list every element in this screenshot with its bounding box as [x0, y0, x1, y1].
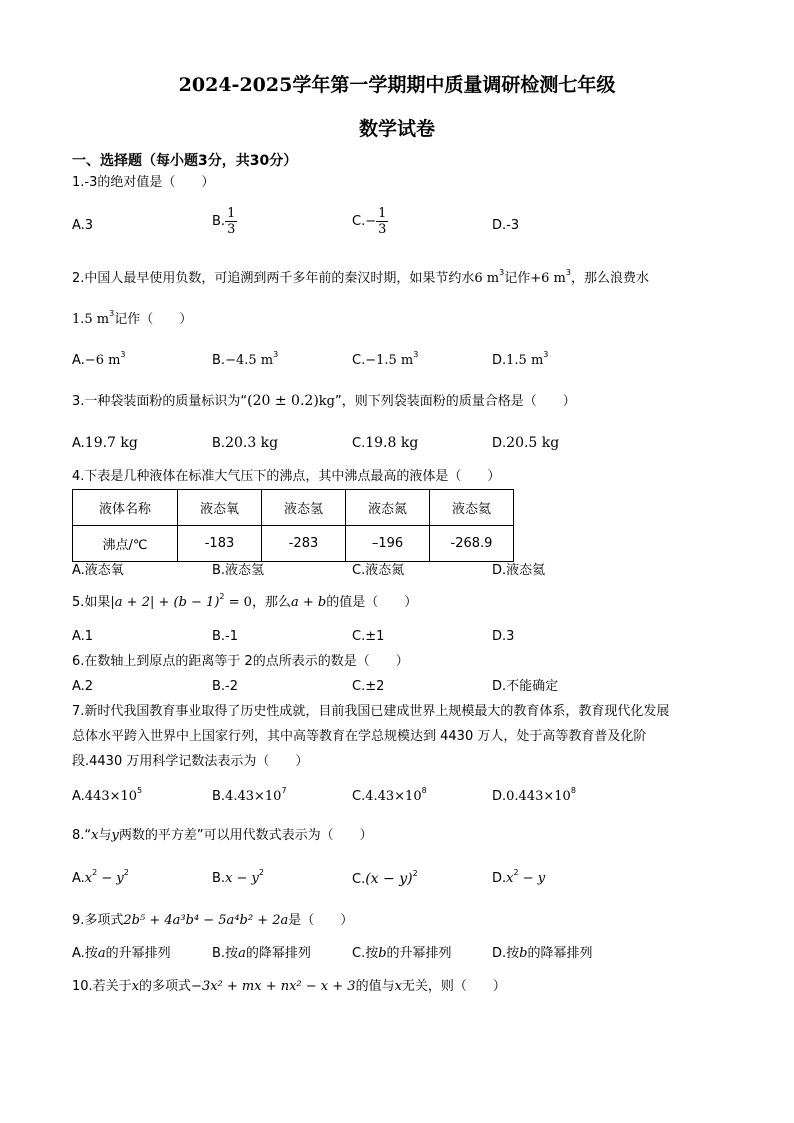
table-row — [73, 526, 514, 562]
exponent: 8 — [570, 786, 576, 795]
math: −3x² + mx + nx² − x + 3 — [191, 979, 356, 994]
math: 19.8 kg — [365, 435, 419, 451]
math: 4.43×10 — [365, 789, 422, 804]
q7-option-a — [72, 788, 142, 806]
math: 2b⁵ + 4a³b⁴ − 5a⁴b² + 2a — [123, 913, 289, 928]
math: a — [97, 946, 106, 961]
math: a + b — [290, 595, 327, 610]
q7-option-b — [212, 788, 287, 806]
denominator: 3 — [227, 222, 236, 237]
option-letter: C. — [352, 872, 366, 887]
question-4-stem: 4.下表是几种液体在标准大气压下的沸点，其中沸点最高的液体是（ ） — [72, 469, 501, 484]
exponent: 5 — [137, 786, 143, 795]
table-cell: 液态氢 — [262, 490, 346, 526]
q3-option-a — [72, 434, 138, 453]
table-cell: -283 — [262, 526, 346, 562]
math: x — [131, 979, 140, 994]
q1-option-c — [352, 206, 388, 237]
q1-option-d: D.-3 — [492, 218, 520, 233]
denominator: 3 — [378, 222, 387, 237]
unit: kg — [318, 394, 335, 409]
exponent: 8 — [421, 786, 427, 795]
math: −4.5 m — [225, 353, 274, 368]
text: 记作 — [504, 271, 531, 286]
q4-option-c: C.液态氮 — [352, 563, 405, 578]
table-cell: 液体名称 — [73, 490, 178, 526]
q2-option-c — [352, 352, 418, 370]
option-letter: C. — [352, 789, 366, 804]
question-2-stem-cont — [72, 311, 192, 329]
q3-option-c — [352, 434, 418, 453]
exponent: 2 — [123, 868, 129, 877]
q8-option-d — [492, 870, 545, 888]
text: 的值与 — [355, 979, 395, 994]
text: A.按 — [72, 946, 98, 961]
exponent: 2 — [513, 868, 519, 877]
math: −6 m — [84, 353, 121, 368]
text: ，那么浪费水 — [570, 271, 649, 286]
q6-option-d: D.不能确定 — [492, 679, 559, 694]
text: 8.“ — [72, 828, 92, 843]
text: ，那么 — [251, 595, 291, 610]
exam-title: 2024-2025学年第一学期期中质量调研检测七年级 — [178, 74, 616, 96]
math: y — [111, 828, 119, 843]
fraction — [225, 206, 237, 237]
math: x — [84, 871, 93, 886]
q7-option-c — [352, 788, 427, 806]
exponent: 3 — [565, 268, 571, 277]
math: −1.5 m — [365, 353, 414, 368]
math: − y — [518, 871, 546, 886]
q1-option-b — [212, 206, 237, 237]
q8-option-c — [352, 870, 418, 889]
fraction — [376, 206, 388, 237]
option-letter: D. — [492, 436, 507, 451]
q2-option-d — [492, 352, 548, 370]
table-cell: -268.9 — [430, 526, 514, 562]
q3-option-b — [212, 434, 278, 453]
text: 2.中国人最早使用负数，可追溯到两千多年前的秦汉时期，如果节约水 — [72, 271, 475, 286]
text: 与 — [98, 828, 112, 843]
math: b — [378, 946, 387, 961]
option-letter: C. — [352, 353, 366, 368]
q5-option-d: D.3 — [492, 629, 515, 644]
text: 的降幂排列 — [245, 946, 311, 961]
q7-option-d — [492, 788, 576, 806]
exponent: 2 — [258, 868, 264, 877]
text: ”，则下列袋装面粉的质量合格是（ ） — [334, 394, 576, 409]
text: 10.若关于 — [72, 979, 132, 994]
table-cell: -183 — [178, 526, 262, 562]
option-letter: A. — [72, 789, 85, 804]
text: 的值是（ ） — [326, 595, 418, 610]
q5-option-b: B.-1 — [212, 629, 239, 644]
q1-option-a: A.3 — [72, 218, 94, 233]
option-letter: A. — [72, 353, 85, 368]
math: 1.5 m — [506, 353, 544, 368]
math: +6 m — [530, 271, 566, 286]
q8-option-a — [72, 870, 129, 888]
section-heading: 一、选择题（每小题3分，共30分） — [72, 153, 298, 169]
text: 的升幂排列 — [386, 946, 452, 961]
text: D.按 — [492, 946, 520, 961]
exponent: 3 — [120, 350, 126, 359]
exponent: 3 — [543, 350, 549, 359]
math: b — [519, 946, 528, 961]
q9-option-c — [352, 945, 452, 963]
text: 的降幂排列 — [527, 946, 593, 961]
math: x — [394, 979, 402, 994]
option-letter: C. — [352, 214, 366, 229]
q5-option-c: C.±1 — [352, 629, 385, 644]
q9-option-d — [492, 945, 593, 963]
table-cell: –196 — [346, 526, 430, 562]
math: x — [91, 828, 99, 843]
q6-option-c: C.±2 — [352, 679, 385, 694]
exponent: 3 — [273, 350, 279, 359]
text: 的升幂排列 — [105, 946, 171, 961]
q5-option-a: A.1 — [72, 629, 94, 644]
q4-option-b: B.液态氢 — [212, 563, 265, 578]
math: 20.5 kg — [506, 435, 560, 451]
question-7-line-3: 段.4430 万用科学记数法表示为（ ） — [72, 754, 309, 769]
math: |a + 2| + (b − 1) — [110, 595, 220, 610]
math: 6 m — [474, 271, 500, 286]
exponent: 2 — [219, 592, 225, 601]
question-6-stem: 6.在数轴上到原点的距离等于 2的点所表示的数是（ ） — [72, 654, 409, 669]
text: 是（ ） — [288, 913, 354, 928]
math: (x − y) — [365, 871, 413, 887]
option-letter: B. — [212, 214, 226, 229]
text: B.按 — [212, 946, 239, 961]
exponent: 3 — [499, 268, 505, 277]
q2-option-a — [72, 352, 126, 370]
exponent: 2 — [92, 868, 98, 877]
text: 两数的平方差”可以用代数式表示为（ ） — [118, 828, 373, 843]
numerator: 1 — [378, 206, 387, 221]
question-3-stem — [72, 392, 576, 411]
table-cell: 液态氧 — [178, 490, 262, 526]
exponent: 3 — [109, 309, 115, 318]
boiling-point-table — [72, 489, 514, 562]
table-cell: 沸点/℃ — [73, 526, 178, 562]
question-9-stem — [72, 912, 353, 930]
question-2-stem — [72, 270, 649, 288]
math: a — [238, 946, 246, 961]
table-row — [73, 490, 514, 526]
q4-option-d: D.液态氦 — [492, 563, 546, 578]
question-5-stem — [72, 594, 417, 612]
exponent: 3 — [413, 350, 419, 359]
text: 9.多项式 — [72, 913, 124, 928]
q3-option-d — [492, 434, 559, 453]
text: 5.如果 — [72, 595, 111, 610]
text: 的多项式 — [139, 979, 192, 994]
q9-option-a — [72, 945, 171, 963]
text: 无关，则（ ） — [401, 979, 506, 994]
math: (20 ± 0.2) — [247, 393, 319, 409]
math: 0.443×10 — [506, 789, 571, 804]
math: 1.5 m — [72, 312, 110, 327]
minus-sign: − — [365, 214, 377, 229]
math: x — [506, 871, 514, 886]
math: 20.3 kg — [225, 435, 279, 451]
math: x − y — [225, 871, 259, 886]
option-letter: A. — [72, 871, 85, 886]
q4-option-a: A.液态氧 — [72, 563, 124, 578]
text: 记作（ ） — [114, 312, 193, 327]
q8-option-b — [212, 870, 264, 888]
q9-option-b — [212, 945, 311, 963]
math: 443×10 — [84, 789, 138, 804]
math: − y — [97, 871, 124, 886]
exponent: 2 — [412, 869, 418, 878]
numerator: 1 — [227, 206, 236, 221]
option-letter: B. — [212, 789, 226, 804]
q6-option-b: B.-2 — [212, 679, 239, 694]
q2-option-b — [212, 352, 278, 370]
exponent: 7 — [281, 786, 287, 795]
exam-subtitle: 数学试卷 — [358, 118, 435, 140]
option-letter: B. — [212, 871, 226, 886]
table-cell: 液态氦 — [430, 490, 514, 526]
text: 3.一种袋装面粉的质量标识为“ — [72, 394, 248, 409]
table-cell: 液态氮 — [346, 490, 430, 526]
question-7-line-2: 总体水平跨入世界中上国家行列，其中高等教育在学总规模达到 4430 万人，处于高等教育普及化阶 — [72, 729, 647, 744]
q6-option-a: A.2 — [72, 679, 94, 694]
question-10-stem — [72, 978, 506, 996]
text: C.按 — [352, 946, 379, 961]
question-8-stem — [72, 827, 373, 845]
question-7-line-1: 7.新时代我国教育事业取得了历史性成就，目前我国已建成世界上规模最大的教育体系，教育现代化发展 — [72, 704, 670, 719]
option-letter: B. — [212, 353, 226, 368]
math: = 0 — [224, 595, 252, 610]
option-letter: B. — [212, 436, 226, 451]
option-letter: C. — [352, 436, 366, 451]
option-letter: A. — [72, 436, 85, 451]
question-1-stem: 1.-3的绝对值是（ ） — [72, 175, 215, 190]
option-letter: D. — [492, 789, 507, 804]
math: 4.43×10 — [225, 789, 282, 804]
option-letter: D. — [492, 353, 507, 368]
math: 19.7 kg — [84, 435, 138, 451]
option-letter: D. — [492, 871, 507, 886]
